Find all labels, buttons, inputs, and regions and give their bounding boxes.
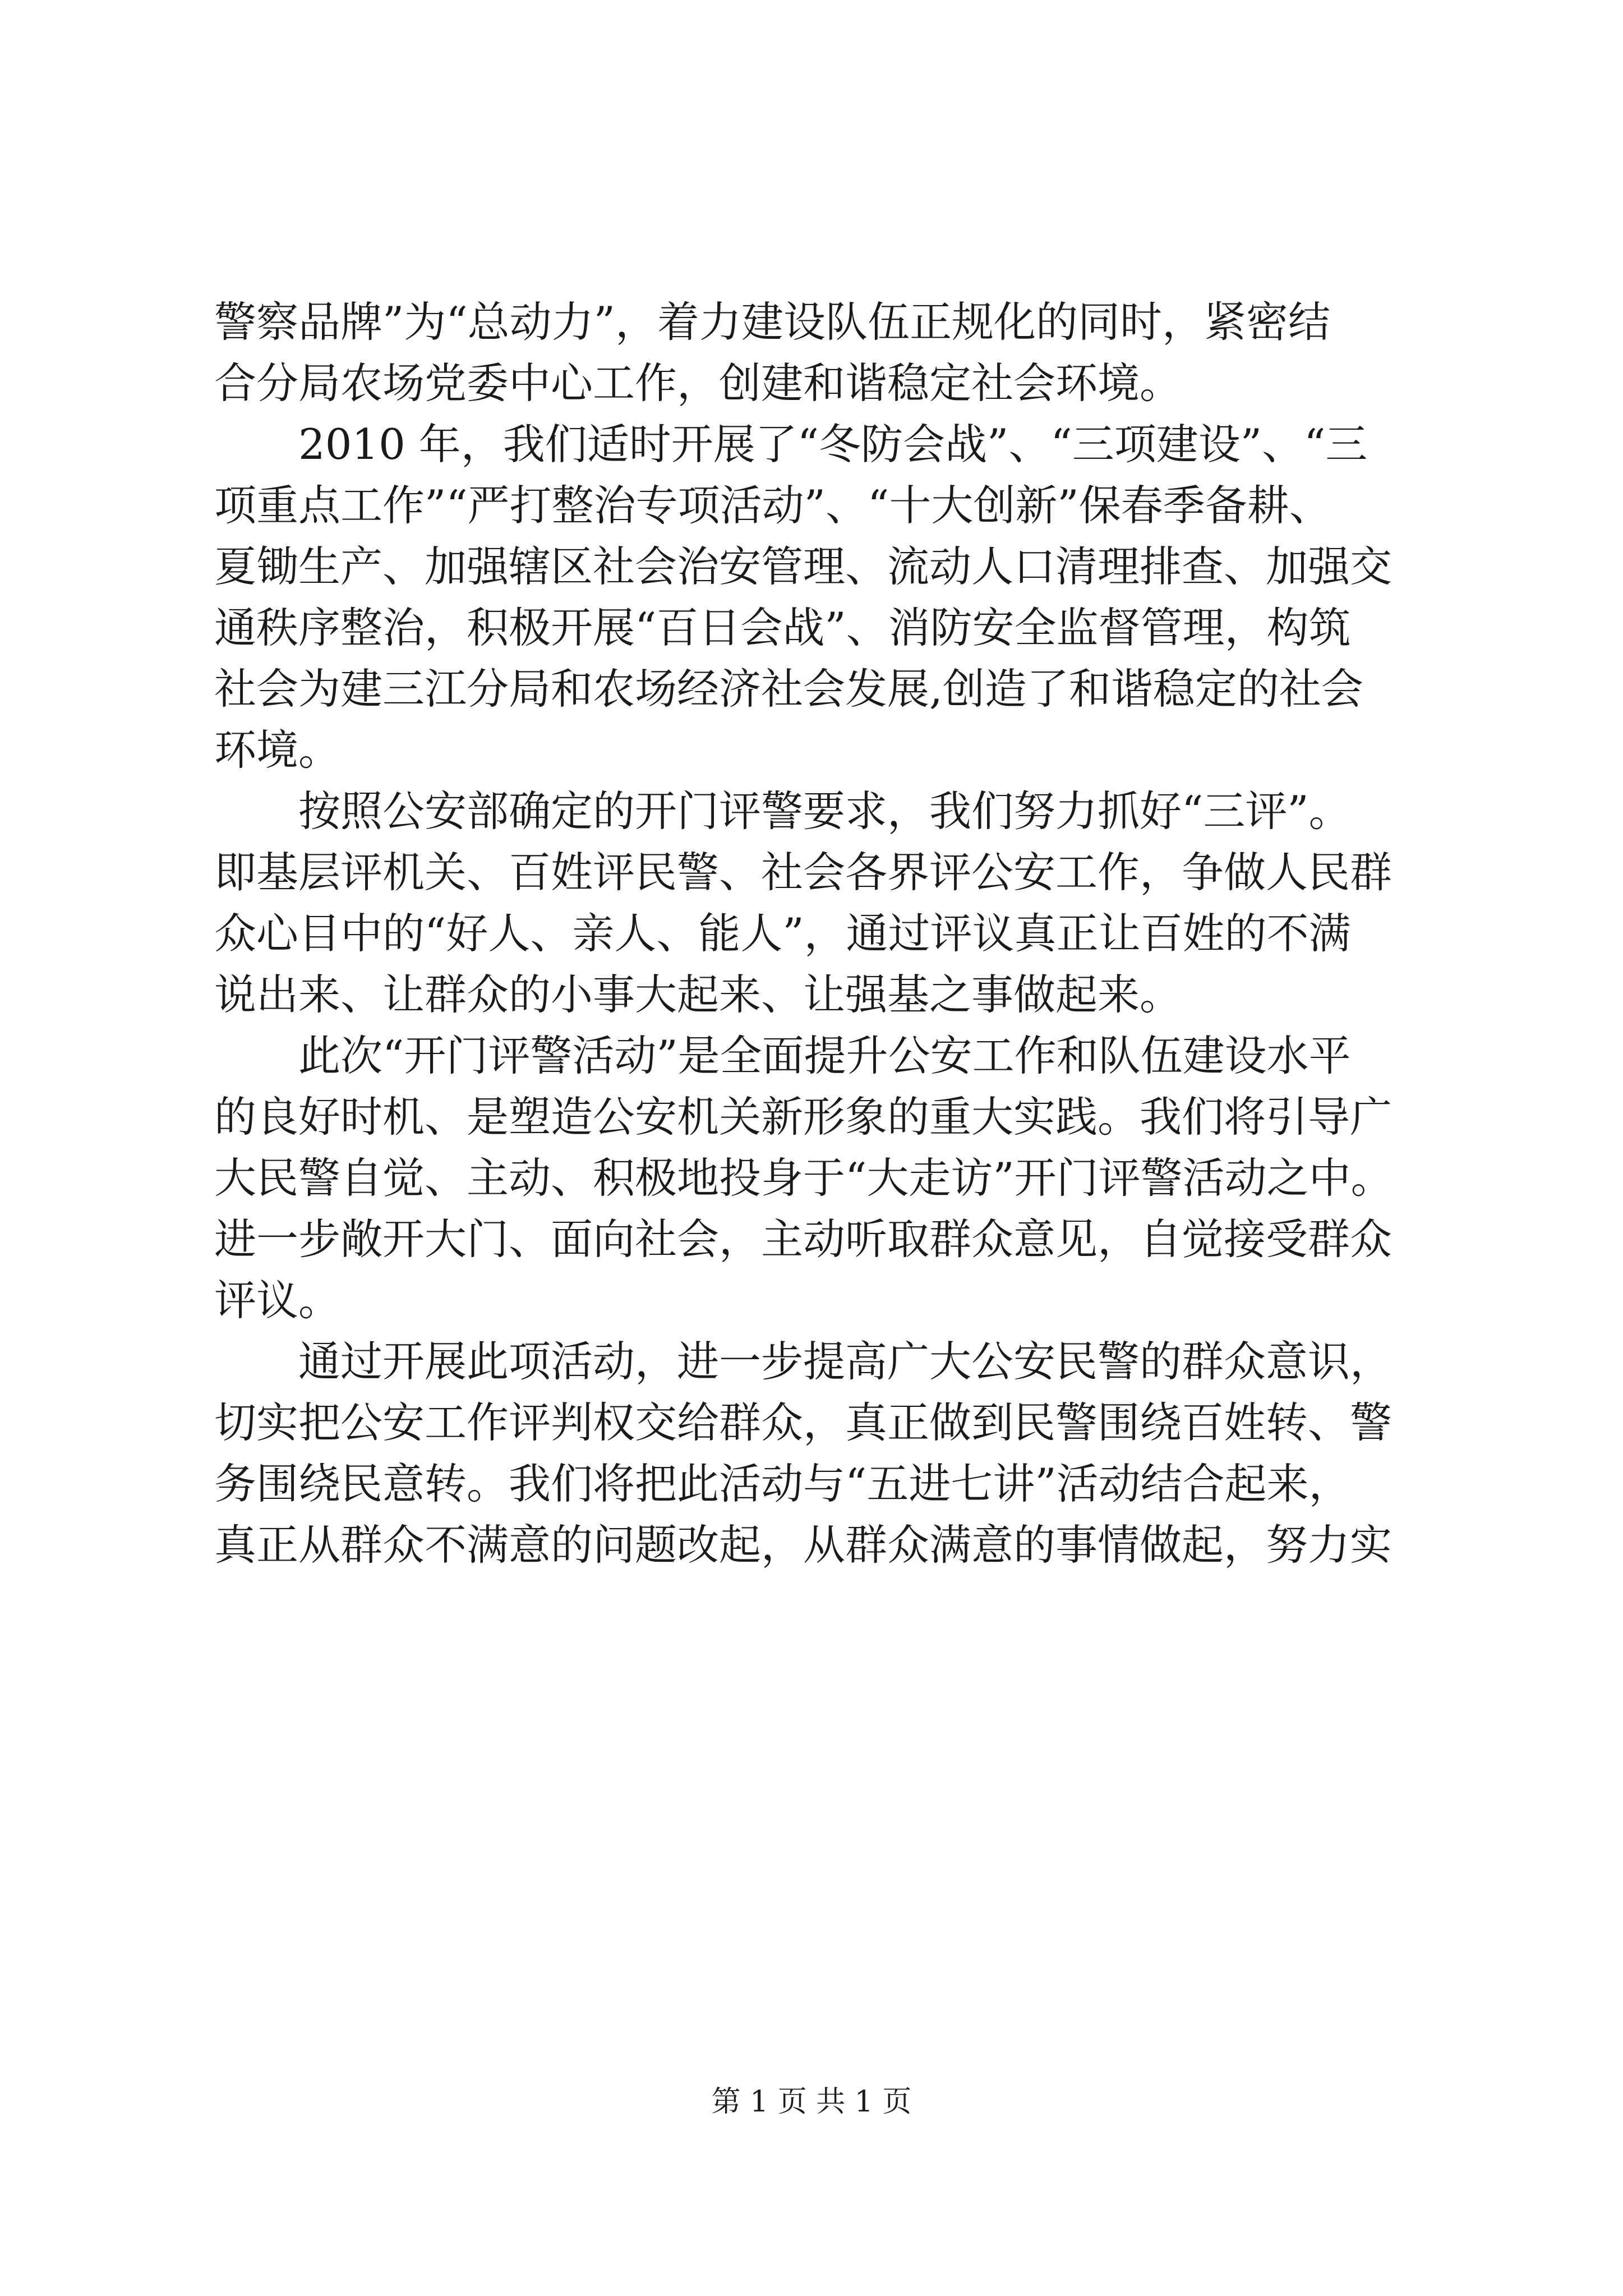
text-line: 环境。 — [214, 725, 341, 775]
text-line: 众心目中的“好人、亲人、能人”，通过评议真正让百姓的不满 — [214, 909, 1351, 958]
text-line: 通过开展此项活动，进一步提高广大公安民警的群众意识， — [214, 1337, 1393, 1386]
body-text — [214, 292, 1420, 1576]
text-line: 说出来、让群众的小事大起来、让强基之事做起来。 — [214, 970, 1182, 1019]
text-line: 大民警自觉、主动、积极地投身于“大走访”开门评警活动之中。 — [214, 1153, 1393, 1203]
text-line: 警察品牌”为“总动力”，着力建设队伍正规化的同时，紧密结 — [214, 297, 1331, 347]
text-line: 项重点工作”“严打整治专项活动”、“十大创新”保春季备耕、 — [214, 481, 1331, 530]
text-line: 切实把公安工作评判权交给群众，真正做到民警围绕百姓转、警 — [214, 1398, 1393, 1447]
text-line: 评议。 — [214, 1276, 341, 1325]
page-number-footer: 第 1 页 共 1 页 — [711, 2085, 912, 2119]
text-line: 合分局农场党委中心工作，创建和谐稳定社会环境。 — [214, 358, 1182, 408]
text-line: 此次“开门评警活动”是全面提升公安工作和队伍建设水平 — [214, 1031, 1351, 1080]
text-line: 按照公安部确定的开门评警要求，我们努力抓好“三评”。 — [214, 786, 1351, 836]
text-line: 的良好时机、是塑造公安机关新形象的重大实践。我们将引导广 — [214, 1092, 1393, 1142]
text-line: 夏锄生产、加强辖区社会治安管理、流动人口清理排查、加强交 — [214, 542, 1393, 591]
text-line: 进一步敞开大门、面向社会，主动听取群众意见，自觉接受群众 — [214, 1214, 1393, 1264]
text-line: 真正从群众不满意的问题改起，从群众满意的事情做起，努力实 — [214, 1520, 1393, 1570]
text-line: 2010 年，我们适时开展了“冬防会战”、“三项建设”、“三 — [214, 420, 1368, 469]
text-line: 通秩序整治，积极开展“百日会战”、消防安全监督管理，构筑 — [214, 603, 1351, 652]
text-line: 务围绕民意转。我们将把此活动与“五进七讲”活动结合起来， — [214, 1459, 1351, 1508]
text-line: 即基层评机关、百姓评民警、社会各界评公安工作，争做人民群 — [214, 848, 1393, 897]
text-line: 社会为建三江分局和农场经济社会发展,创造了和谐稳定的社会 — [214, 664, 1363, 714]
